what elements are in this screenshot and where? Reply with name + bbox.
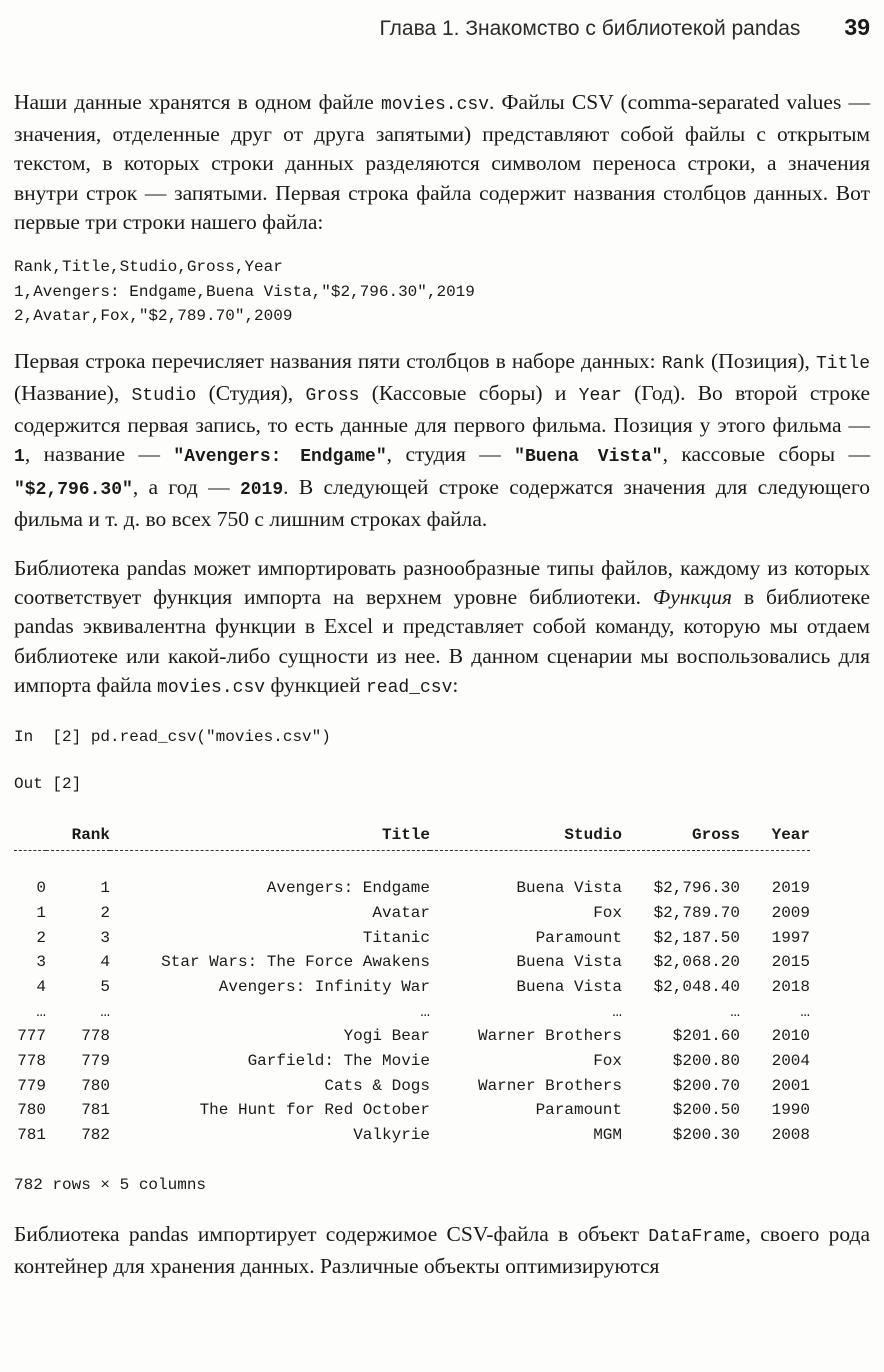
table-cell: $2,068.20	[653, 953, 740, 972]
table-cell: 1	[100, 879, 110, 898]
table-cell: 2008	[771, 1126, 810, 1145]
table-cell: 3	[100, 928, 110, 947]
table-cell: 5	[100, 978, 110, 996]
chapter-title: Глава 1. Знакомство с библиотекой pandas	[379, 17, 801, 40]
column-header	[14, 816, 46, 851]
page-number: 39	[844, 14, 870, 40]
csv-line: 2,Avatar,Fox,"$2,789.70",2009	[14, 307, 293, 326]
table-cell: $200.80	[672, 1052, 740, 1071]
table-cell: Garfield: The Movie	[247, 1052, 430, 1071]
table-cell: $2,789.70	[653, 903, 740, 922]
table-cell: 2018	[771, 978, 810, 996]
paragraph-1: Наши данные хранятся в одном файле movies.csv. Файлы CSV (comma-separated values — значения, отделенные друг от друга запятыми) представляют собой файлы с открытым текстом, в которых строки данных разделяются символом переноса строки, а значения внутри строк — запятыми. Первая строка файла содержит названия столбцов данных. Вот первые три строки нашего файла:	[14, 90, 870, 234]
paragraph-2: Первая строка перечисляет названия пяти столбцов в наборе данных: Rank (Позиция), Title (Название), Studio (Студия), Gross (Кассовые сборы) и Year (Год). Во второй строке содержится первая запись, то есть данные для первого фильма. Позиция у этого фильма — 1, название — "Avengers: Endgame", студия — "Buena Vista", кассовые сборы — "$2,796.30", а год — 2019. В следующей строке содержатся значения для следующего фильма и т. д. во всех 750 с лишним строках файла.	[14, 348, 871, 531]
table-cell: Titanic	[362, 928, 430, 947]
table-cell: The Hunt for Red October	[199, 1101, 430, 1120]
table-cell: 779	[81, 1052, 110, 1071]
table-row	[14, 1123, 810, 1148]
table-row	[14, 1049, 810, 1074]
table-cell: $200.70	[672, 1076, 740, 1095]
table-cell: 781	[17, 1126, 46, 1145]
table-cell: 2010	[771, 1027, 810, 1046]
table-cell: Star Wars: The Force Awakens	[161, 953, 430, 972]
table-cell: $200.50	[672, 1101, 740, 1120]
table-cell: 779	[17, 1076, 46, 1095]
table-cell: $2,187.50	[653, 928, 740, 947]
table-cell: 2015	[771, 953, 810, 972]
column-header: Gross	[691, 826, 740, 845]
table-cell: Fox	[593, 1052, 622, 1071]
table-cell: 0	[36, 879, 46, 898]
table-cell: 4	[36, 978, 46, 996]
table-row	[14, 1024, 810, 1049]
table-row	[14, 975, 810, 1000]
table-cell: 3	[36, 953, 46, 972]
table-cell: 778	[81, 1027, 110, 1046]
table-cell: 780	[81, 1076, 110, 1095]
table-cell: …	[730, 1002, 740, 1021]
column-header: Title	[381, 826, 430, 845]
csv-line: 1,Avengers: Endgame,Buena Vista,"$2,796.30",2019	[14, 282, 475, 301]
page-content	[14, 88, 870, 1281]
dataframe-table	[14, 816, 810, 1147]
table-cell: 1	[36, 903, 46, 922]
table-cell: $200.30	[672, 1126, 740, 1145]
table-cell: …	[800, 1002, 810, 1021]
inline-code: movies.csv	[380, 95, 490, 115]
table-cell: Avatar	[372, 903, 430, 922]
table-cell: Warner Brothers	[477, 1027, 622, 1046]
table-cell: 2009	[771, 903, 810, 922]
table-cell: Warner Brothers	[477, 1076, 622, 1095]
table-cell: 2004	[771, 1052, 810, 1071]
table-cell: 778	[17, 1052, 46, 1071]
table-cell: …	[36, 1002, 46, 1021]
table-cell: $2,048.40	[653, 978, 740, 996]
table-cell: 1997	[771, 928, 810, 947]
code-output-label: Out [2]	[14, 774, 82, 793]
table-cell: 2	[100, 903, 110, 922]
table-cell: Buena Vista	[516, 879, 622, 898]
table-cell: Avengers: Infinity War	[218, 978, 430, 996]
table-cell: 781	[81, 1101, 110, 1120]
table-cell: …	[420, 1002, 430, 1021]
table-cell: Cats & Dogs	[324, 1076, 430, 1095]
table-row	[14, 950, 810, 975]
table-cell: Avengers: Endgame	[266, 879, 430, 898]
table-row	[14, 876, 810, 901]
table-row	[14, 1073, 810, 1098]
table-cell: Valkyrie	[353, 1126, 430, 1145]
table-cell: Yogi Bear	[343, 1027, 430, 1046]
table-cell: 1990	[771, 1101, 810, 1120]
table-cell: $201.60	[672, 1027, 740, 1046]
table-cell: Fox	[593, 903, 622, 922]
table-cell: 2001	[771, 1076, 810, 1095]
csv-sample	[14, 255, 870, 329]
table-row	[14, 1098, 810, 1123]
table-header-row	[14, 816, 810, 851]
table-row	[14, 999, 810, 1024]
table-cell: MGM	[593, 1126, 622, 1145]
table-row	[14, 925, 810, 950]
table-cell: 4	[100, 953, 110, 972]
table-cell: Paramount	[535, 928, 622, 947]
column-header: Rank	[71, 826, 110, 845]
dataframe-shape: 782 rows × 5 columns	[14, 1176, 207, 1195]
table-cell: Paramount	[535, 1101, 622, 1120]
table-cell: 780	[17, 1101, 46, 1120]
table-cell: …	[100, 1002, 110, 1021]
table-cell: 2	[36, 928, 46, 947]
running-header	[14, 14, 870, 46]
table-cell: 2019	[771, 879, 810, 898]
table-cell: 777	[17, 1027, 46, 1046]
table-row	[14, 901, 810, 926]
paragraph-3: Библиотека pandas может импортировать разнообразные типы файлов, каждому из которых соответствует функция импорта на верхнем уровне библиотеки. Функция в библиотеке pandas эквивалентна функции в Excel и представляет собой команду, которую мы отдаем библиотеке или какой-либо сущности из нее. В данном сценарии мы воспользовались для импорта файла movies.csv функцией read_csv:	[14, 556, 870, 698]
paragraph-4: Библиотека pandas импортирует содержимое CSV-файла в объект DataFrame, своего рода контейнер для хранения данных. Различные объекты оптимизируются	[14, 1222, 871, 1279]
csv-line: Rank,Title,Studio,Gross,Year	[14, 258, 283, 277]
table-cell: Buena Vista	[516, 953, 622, 972]
table-cell: Buena Vista	[516, 978, 622, 996]
table-cell: 782	[81, 1126, 110, 1145]
column-header: Studio	[564, 826, 622, 845]
table-cell: …	[612, 1002, 622, 1021]
dashed-separator	[14, 851, 810, 876]
table-cell: $2,796.30	[653, 879, 740, 898]
code-input: In [2] pd.read_csv("movies.csv")	[14, 728, 331, 747]
column-header: Year	[771, 826, 810, 845]
